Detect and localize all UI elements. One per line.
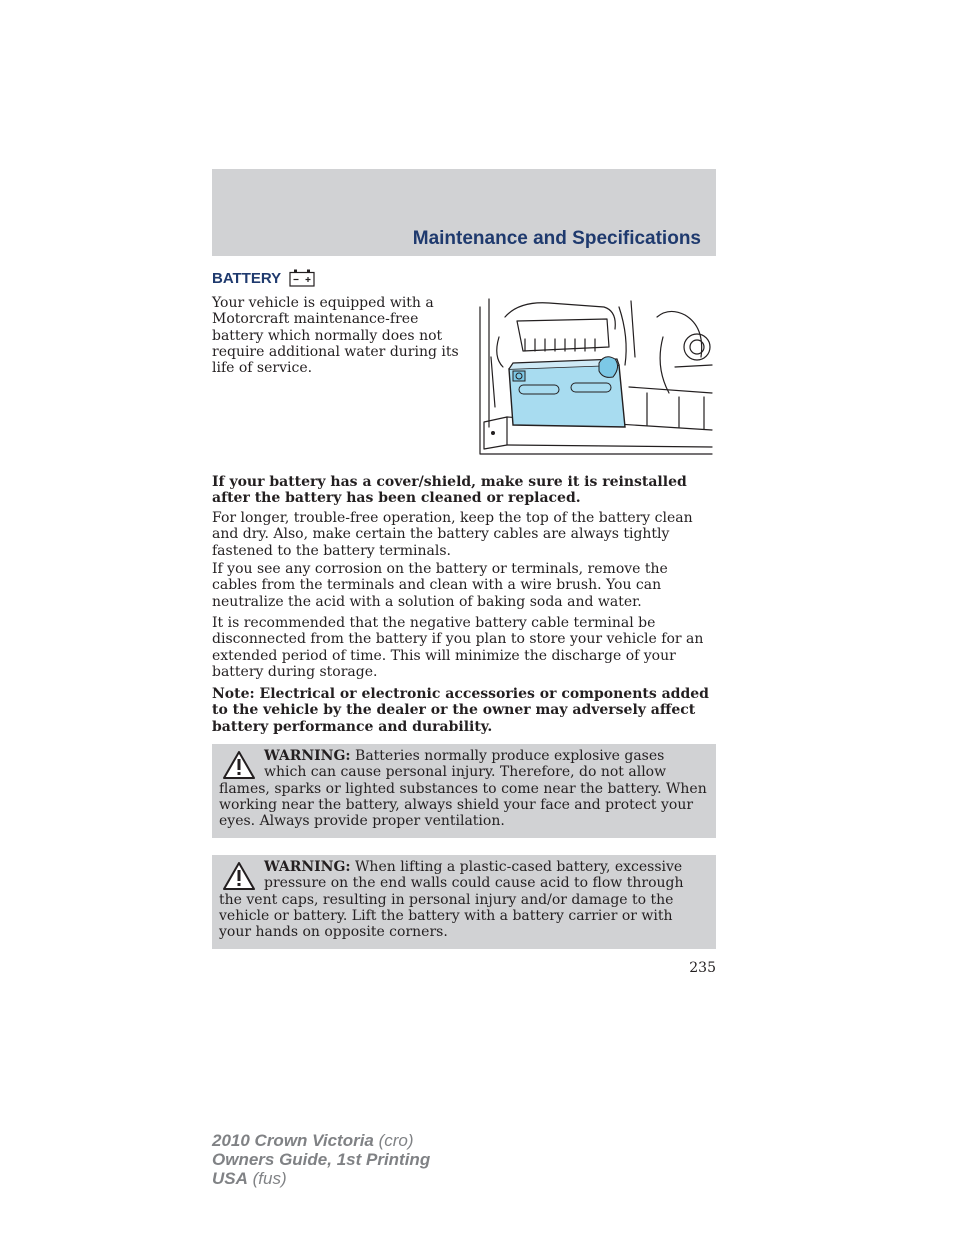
footer-printing: Owners Guide, 1st Printing: [212, 1150, 431, 1169]
intro-text: Your vehicle is equipped with a Motorcraft maintenance-free battery which normally does not require additional water during its life of service.: [212, 295, 459, 377]
paragraph-clean-battery: For longer, trouble-free operation, keep the top of the battery clean and dry. Also, make certain the battery cables are always tightly fastened to the battery terminals.: [212, 510, 693, 559]
warning-triangle-icon: [222, 750, 256, 780]
battery-location-illustration: [479, 297, 713, 457]
footer-market-code: (fus): [247, 1169, 287, 1188]
chapter-title: Maintenance and Specifications: [412, 228, 701, 249]
warning-label: WARNING:: [264, 748, 351, 764]
battery-icon: [289, 269, 315, 287]
page-number: 235: [689, 960, 716, 976]
footer-model: 2010 Crown Victoria: [212, 1131, 374, 1150]
paragraph-storage: It is recommended that the negative battery cable terminal be disconnected from the battery if you plan to store your vehicle for an extended period of time. This will minimize the discharge of your battery during storage.: [212, 615, 704, 680]
footer-model-code: (cro): [373, 1131, 414, 1150]
warning-text: Batteries normally produce explosive gases which can cause personal injury. Therefore, do not allow flames, sparks or lighted substances to come near the battery. When working near the battery, always shield your face and protect your eyes. Always provide proper ventilation.: [219, 748, 707, 830]
section-title: BATTERY: [212, 269, 282, 287]
warning-box-lifting-battery: [212, 855, 716, 949]
warning-text: When lifting a plastic-cased battery, excessive pressure on the end walls could cause acid to flow through the vent caps, resulting in personal injury and/or damage to the vehicle or battery. Lift the battery with a battery carrier or with your hands on opposite corners.: [219, 859, 684, 941]
warning-label: WARNING:: [264, 859, 351, 875]
paragraph-corrosion: If you see any corrosion on the battery or terminals, remove the cables from the terminals and clean with a wire brush. You can neutralize the acid with a solution of baking soda and water.: [212, 561, 668, 610]
section-heading: [212, 269, 315, 287]
footer-market: USA: [212, 1169, 248, 1188]
cover-shield-notice: If your battery has a cover/shield, make sure it is reinstalled after the battery has been cleaned or replaced.: [212, 474, 687, 507]
header-band: [212, 169, 716, 256]
note-accessories: Note: Electrical or electronic accessories or components added to the vehicle by the dealer or the owner may adversely affect battery performance and durability.: [212, 686, 709, 735]
footer-edition-info: [212, 1131, 430, 1188]
warning-box-explosive-gases: [212, 744, 716, 838]
warning-triangle-icon: [222, 861, 256, 891]
